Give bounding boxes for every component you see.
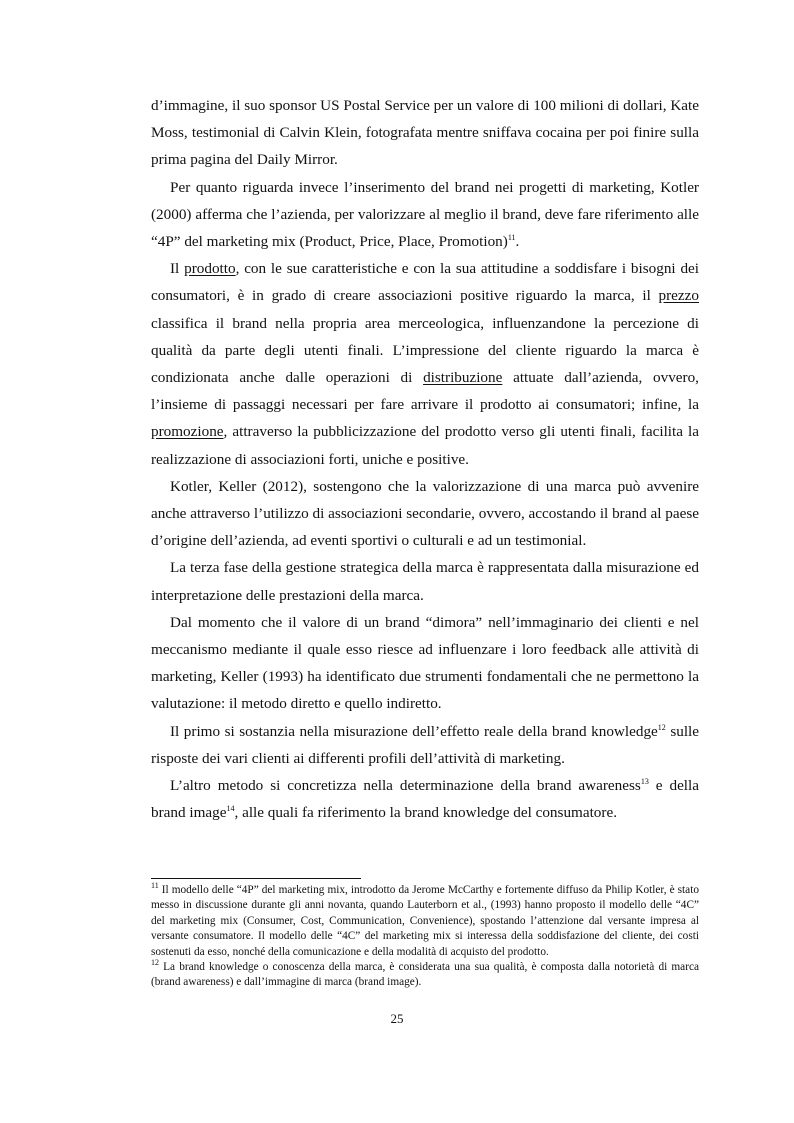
paragraph-measurement-methods: Dal momento che il valore di un brand “dimora” nell’immaginario dei clienti e nel meccanismo mediante il quale esso riesce ad influenzare i loro feedback alle attività di marketing, Keller (1993) ha identificato due strumenti fondamentali che ne permettono la valutazione: il metodo diretto e quello indiretto.: [151, 613, 699, 713]
footnotes: [151, 883, 699, 991]
paragraph-third-phase: La terza fase della gestione strategica della marca è rappresentata dalla misurazione ed interpretazione delle prestazioni della marca.: [151, 559, 699, 604]
term-prezzo: prezzo: [658, 287, 699, 305]
term-distribuzione: distribuzione: [423, 369, 503, 387]
term-promozione: promozione: [151, 423, 224, 441]
page-number: 25: [390, 1011, 404, 1026]
paragraph-4p: Per quanto riguarda invece l’inserimento del brand nei progetti di marketing, Kotler (2000) afferma che l’azienda, per valorizzare al meglio il brand, deve fare riferimento alle “4P” del marketing mix (Product, Price, Place, Promotion)$^{11}$.: [151, 178, 699, 251]
term-prodotto: prodotto: [184, 260, 236, 278]
footnote-ref-11[interactable]: 11: [507, 232, 516, 242]
footnote-ref-13[interactable]: 13: [640, 777, 649, 787]
paragraph-direct-method: Il primo si sostanzia nella misurazione dell’effetto reale della brand knowledge$^{12}$ sulle risposte dei vari clienti ai differenti profili dell’attività di marketing.: [151, 722, 700, 767]
paragraph-indirect-method: L’altro metodo si concretizza nella determinazione della brand awareness$^{13}$ e della brand image$^{14}$, alle quali fa riferimento la brand knowledge del consumatore.: [151, 777, 699, 822]
footnote-ref-14[interactable]: 14: [226, 804, 235, 814]
paragraph-marketing-mix: Il prodotto, con le sue caratteristiche e con la sua attitudine a soddisfare i bisogni dei consumatori, è in grado di creare associazioni positive riguardo la marca, il prezzo classifica il brand nella propria area merceologica, influenzandone la percezione di qualità da parte degli utenti finali. L’impressione del cliente riguardo la marca è condizionata anche dalle operazioni di distribuzione attuate dall’azienda, ovvero, l’insieme di passaggi necessari per fare arrivare il prodotto ai consumatori; infine, la promozione, attraverso la pubblicizzazione del prodotto verso gli utenti finali, facilita la realizzazione di associazioni forti, uniche e positive.: [151, 260, 699, 468]
body-text: [151, 92, 699, 826]
footnote-12: $^{12}$ La brand knowledge o conoscenza della marca, è considerata una sua qualità, è composta dalla notorietà di marca (brand awareness) e dall’immagine di marca (brand image).: [151, 958, 699, 989]
paragraph-secondary-associations: Kotler, Keller (2012), sostengono che la valorizzazione di una marca può avvenire anche attraverso l’utilizzo di associazioni secondarie, ovvero, accostando il brand al paese d’origine dell’azienda, ad eventi sportivi o culturali e ad un testimonial.: [151, 477, 699, 550]
footnote-separator: [151, 878, 361, 879]
paragraph-continuation: d’immagine, il suo sponsor US Postal Service per un valore di 100 milioni di dollari, Kate Moss, testimonial di Calvin Klein, fotografata mentre sniffava cocaina per poi finire sulla prima pagina del Daily Mirror.: [151, 97, 699, 169]
footnote-11: $^{11}$ Il modello delle “4P” del marketing mix, introdotto da Jerome McCarthy e fortemente diffuso da Philip Kotler, è stato messo in discussione durante gli anni novanta, quando Lauterborn et al., (1993) hanno proposto il modello delle “4C” del marketing mix (Consumer, Cost, Communication, Convenience), spostando l’attenzione dal versante impresa al versante consumatore. Il modello delle “4C” del marketing mix si interessa della soddisfazione del cliente, dei costi sostenuti da esso, nonché della comunicazione e della modalità di acquisto del prodotto.: [151, 881, 699, 958]
footnote-ref-12[interactable]: 12: [657, 722, 666, 732]
